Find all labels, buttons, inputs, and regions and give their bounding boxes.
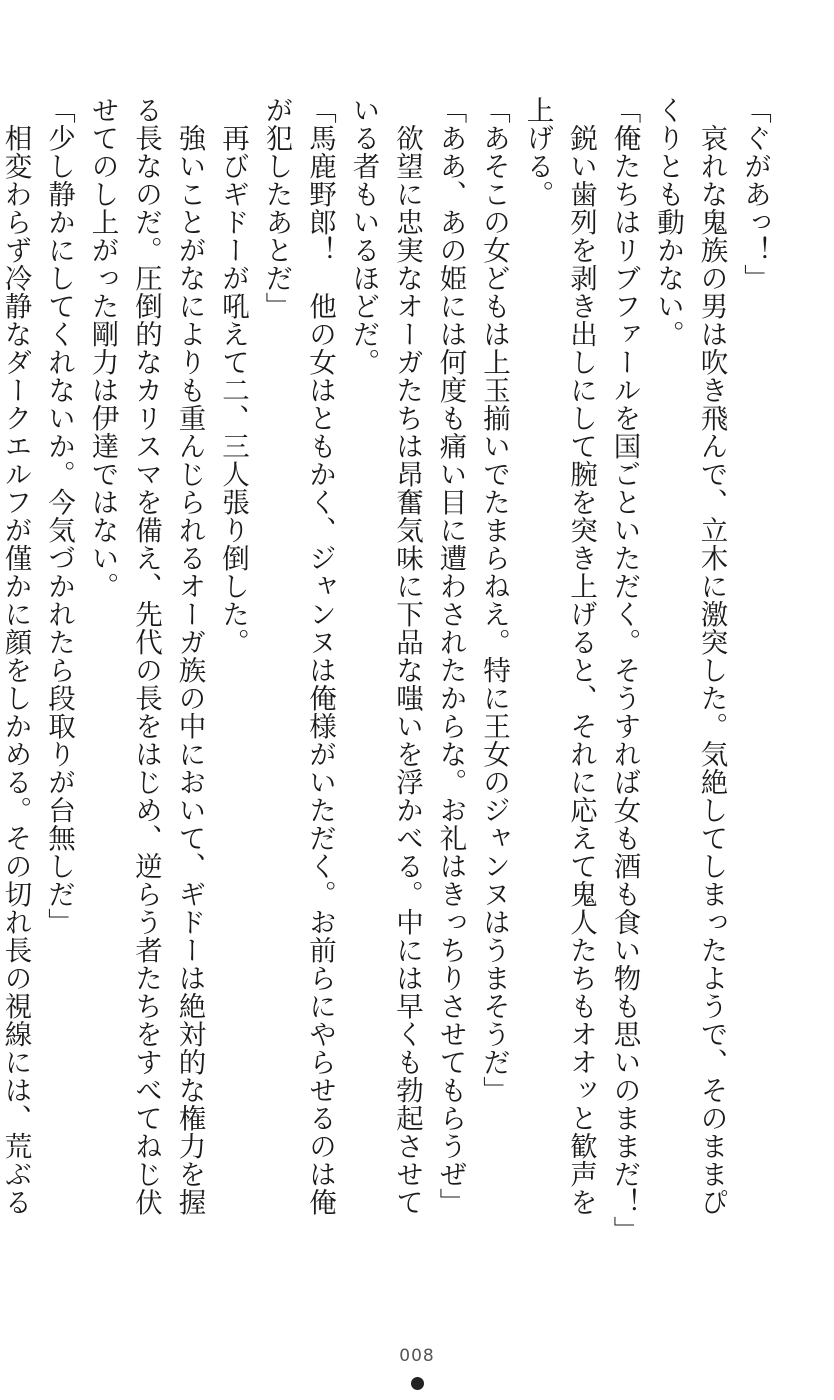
text-line: 鋭い歯列を剥き出しにして腕を突き上げると、それに応えて鬼人たちもオオッと歓声を (565, 123, 597, 1216)
text-line: 相変わらず冷静なダークエルフが僅かに顔をしかめる。その切れ長の視線には、荒ぶる (0, 123, 32, 1216)
text-line: せてのし上がった剛力は伊達ではない。 (86, 96, 119, 600)
text-line: 哀れな鬼族の男は吹き飛んで、立木に激突した。気絶してしまったようで、そのままぴ (695, 123, 728, 1216)
vertical-text-body (0, 96, 776, 1244)
page-number: 008 (399, 1346, 435, 1366)
text-line: いる者もいるほどだ。 (347, 96, 380, 376)
text-line: 「ああ、あの姫には何度も痛い目に遭わされたからな。お礼はきっちりさせてもらうぜ」 (434, 96, 467, 1216)
text-line: 再びギドーが吼えて二、三人張り倒した。 (217, 123, 249, 656)
text-line: 上げる。 (521, 96, 554, 208)
text-line: くりとも動かない。 (652, 96, 684, 348)
text-line: 「あそこの女どもは上玉揃いでたまらねえ。特に王女のジャンヌはうまそうだ」 (478, 96, 510, 1104)
text-line: 「少し静かにしてくれないか。今気づかれたら段取りが台無しだ」 (43, 96, 75, 936)
text-line: 「ぐがあっ！」 (739, 96, 771, 292)
text-line: 「馬鹿野郎！ 他の女はともかく、ジャンヌは俺様がいただく。お前らにやらせるのは俺 (304, 96, 336, 1216)
text-line: 「俺たちはリブファールを国ごといただく。そうすれば女も酒も食い物も思いのままだ！」 (608, 96, 641, 1244)
text-line: る長なのだ。圧倒的なカリスマを備え、先代の長をはじめ、逆らう者たちをすべてねじ伏 (130, 96, 162, 1216)
text-line: が犯したあとだ」 (260, 96, 293, 320)
text-line: 欲望に忠実なオーガたちは昂奮気味に下品な嗤いを浮かべる。中には早くも勃起させて (391, 123, 423, 1216)
text-line: 強いことがなによりも重んじられるオーガ族の中において、ギドーは絶対的な権力を握 (173, 123, 206, 1216)
page-marker-dot (411, 1377, 424, 1390)
